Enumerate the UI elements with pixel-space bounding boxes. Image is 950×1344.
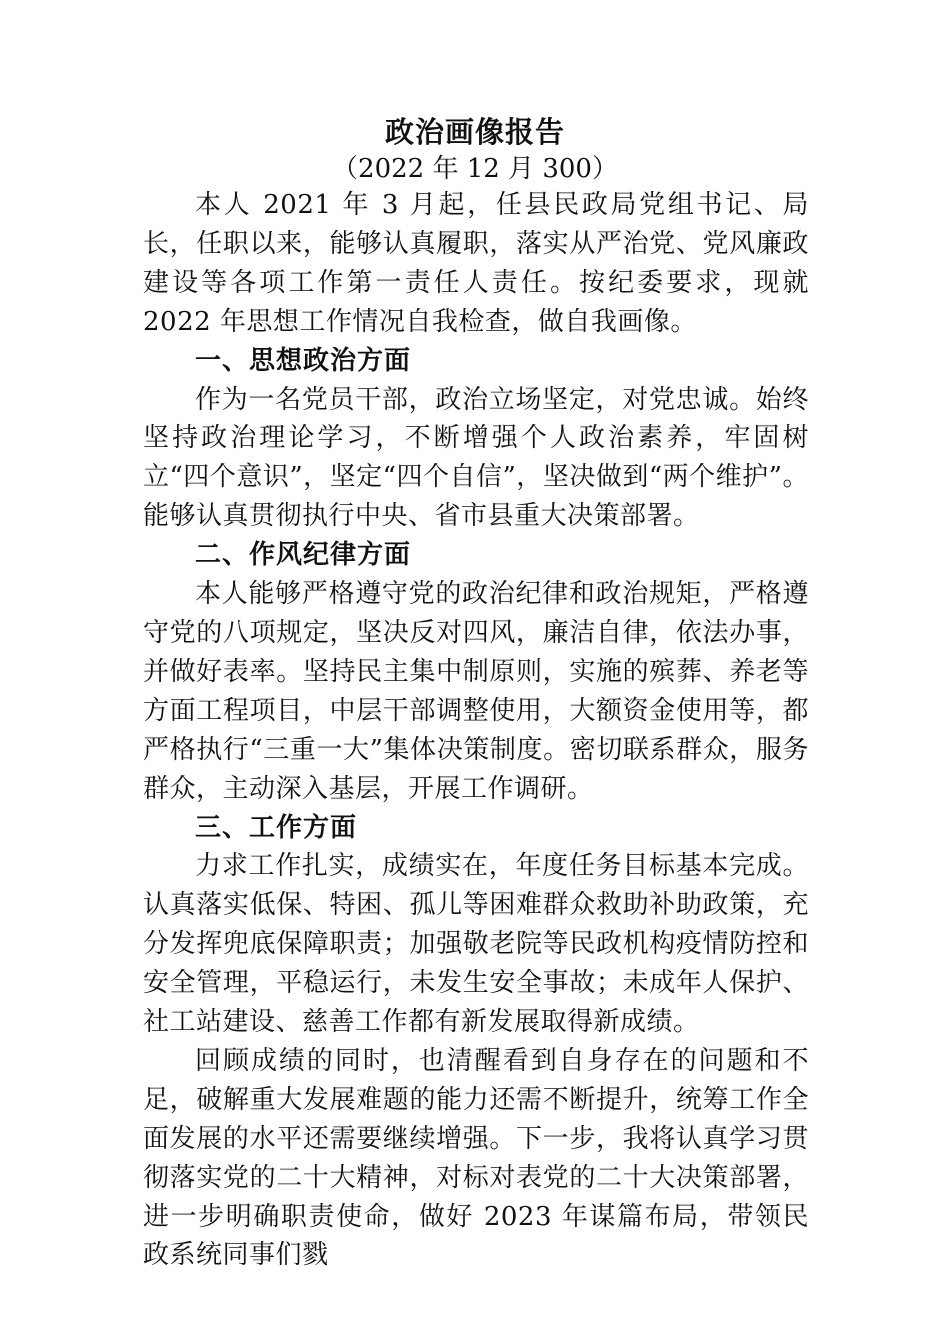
closing-paragraph: 回顾成绩的同时，也清醒看到自身存在的问题和不足，破解重大发展难题的能力还需不断提升，统筹工作全面发展的水平还需要继续增强。下一步，我将认真学习贯彻落实党的二十大精神，对标对表党的二十大决策部署，进一步明确职责使命，做好 2023 年谋篇布局，带领民政系统同事们戮 [143, 1045, 809, 1271]
document-date: （2022 年 12 月 300） [332, 154, 618, 184]
section-paragraph-discipline: 本人能够严格遵守党的政治纪律和政治规矩，严格遵守党的八项规定，坚决反对四风，廉洁自律，依法办事，并做好表率。坚持民主集中制原则，实施的殡葬、养老等方面工程项目，中层干部调整使用，大额资金使用等，都严格执行“三重一大”集体决策制度。密切联系群众，服务群众，主动深入基层，开展工作调研。 [143, 579, 809, 804]
intro-paragraph: 本人 2021 年 3 月起，任县民政局党组书记、局长，任职以来，能够认真履职，落实从严治党、党风廉政建设等各项工作第一责任人责任。按纪委要求，现就 2022 年思想工作情况自我检查，做自我画像。 [143, 190, 809, 337]
document-body [143, 186, 809, 1275]
section-paragraph-political: 作为一名党员干部，政治立场坚定，对党忠诚。始终坚持政治理论学习，不断增强个人政治素养，牢固树立“四个意识”，坚定“四个自信”，坚决做到“两个维护”。能够认真贯彻执行中央、省市县重大决策部署。 [143, 384, 809, 532]
section-paragraph-work: 力求工作扎实，成绩实在，年度任务目标基本完成。认真落实低保、特困、孤儿等困难群众救助补助政策，充分发挥兜底保障职责；加强敬老院等民政机构疫情防控和安全管理，平稳运行，未发生安全事故；未成年人保护、社工站建设、慈善工作都有新发展取得新成绩。 [143, 851, 809, 1038]
document-title: 政治画像报告 [384, 115, 565, 149]
section-heading-political: 一、思想政治方面 [195, 345, 412, 376]
section-heading-work: 三、工作方面 [195, 812, 358, 843]
section-heading-discipline: 二、作风纪律方面 [195, 540, 412, 571]
